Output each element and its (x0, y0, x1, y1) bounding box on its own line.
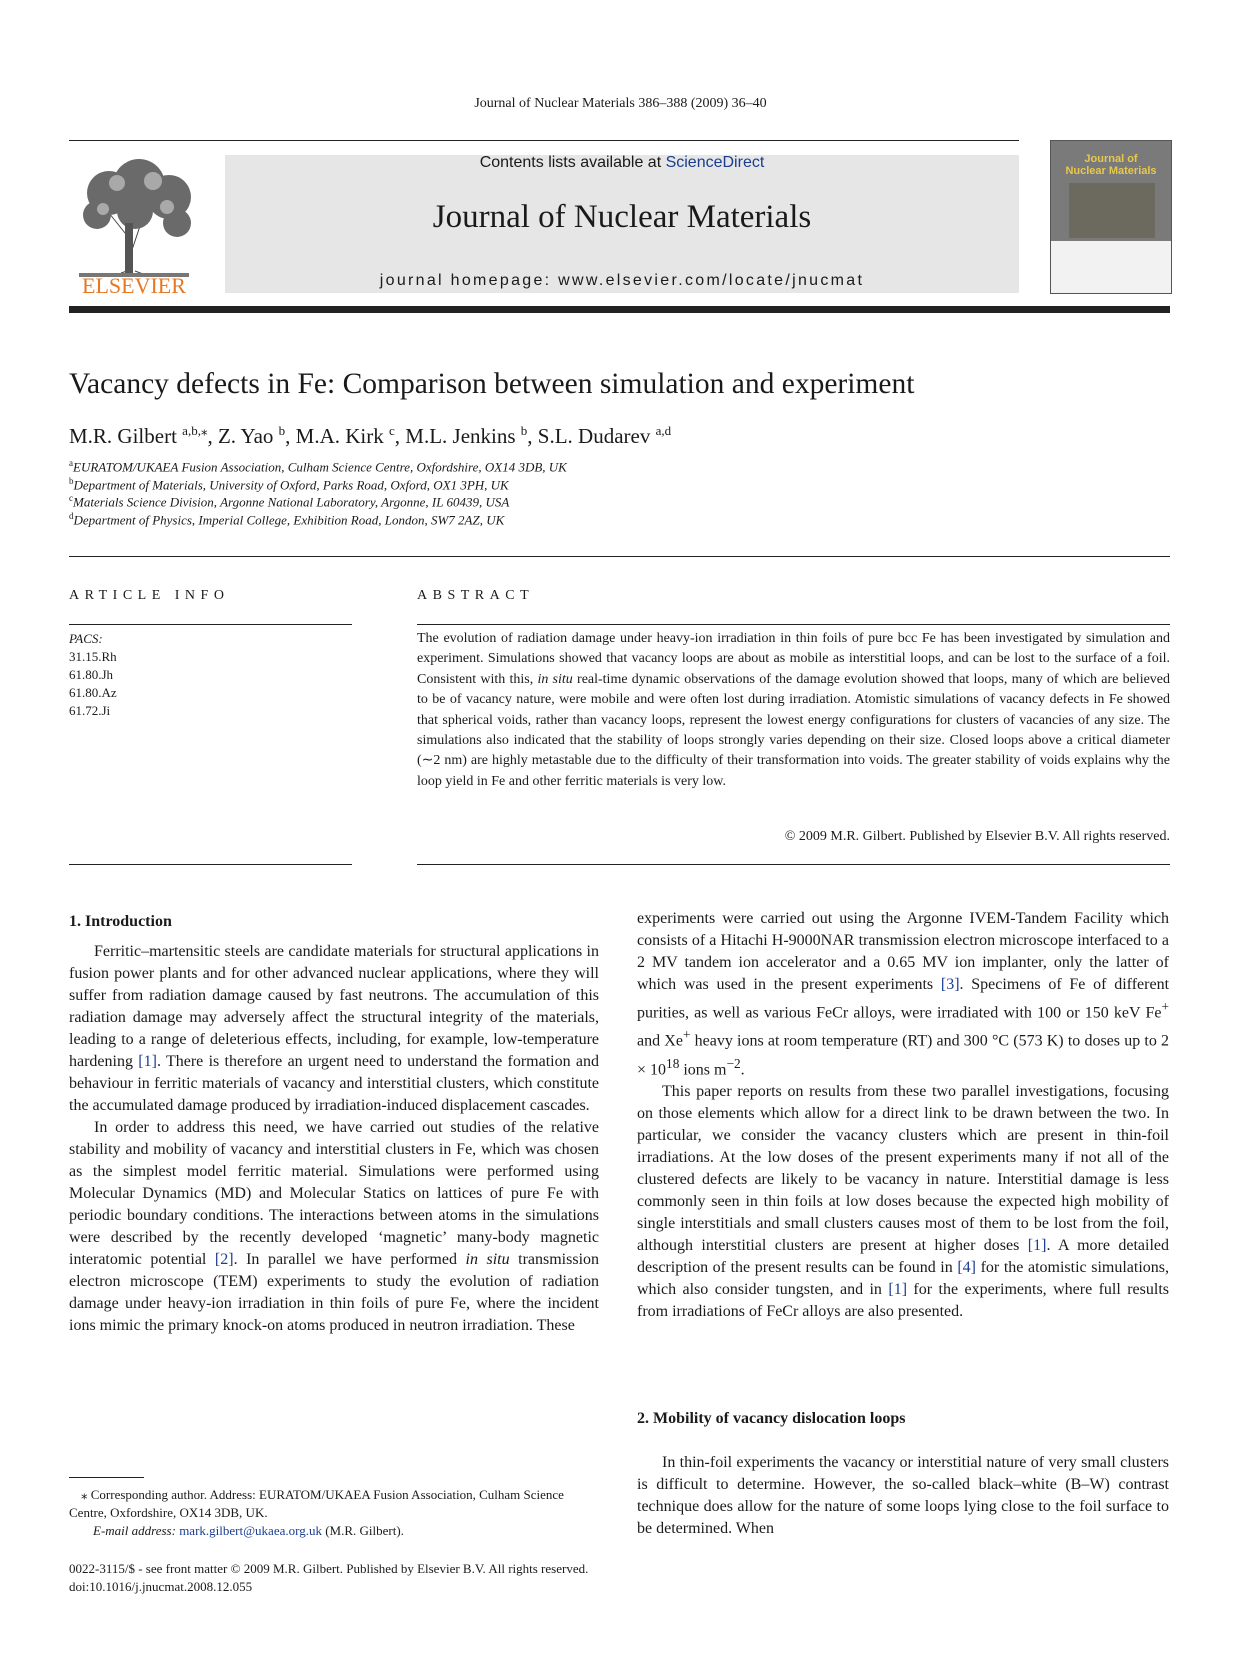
section-heading-introduction: 1. Introduction (69, 913, 172, 930)
abstract-rule (417, 624, 1170, 625)
front-matter-info (69, 1560, 588, 1596)
article-info-rule (69, 624, 352, 625)
cover-image (1069, 183, 1155, 238)
corresponding-author-footnote: ⁎ Corresponding author. Address: EURATOM/UKAEA Fusion Association, Culham Science Centre, Oxfordshire, OX14 3DB, UK. E-mail address: mark.gilbert@ukaea.org.uk (M.R. Gilbert). (69, 1487, 564, 1538)
pacs-list (69, 630, 117, 720)
contents-prefix: Contents lists available at (479, 154, 666, 171)
abstract-text: The evolution of radiation damage under heavy-ion irradiation in thin foils of pure bcc Fe has been investigated by simulation and experiment. Simulations showed that vacancy loops are about as mobile as interstitial loops, and can be lost to the surface of a foil. Consistent with this, in situ real-time dynamic observations of the damage evolution showed that loops, many of which are believed to be of vacancy nature, were mobile and were often lost during irradiation. Atomistic simulations of vacancy defects in Fe showed that spherical voids, rather than vacancy loops, represent the lowest energy configurations for clusters of vacancies of any size. The simulations also indicated that the stability of loops strongly varies depending on their size. Closed loops above a critical diameter (∼2 nm) are highly metastable due to the difficulty of their transformation into voids. The greater stability of voids explains why the loop yield in Fe and other ferritic materials is very low. (417, 631, 1171, 789)
citation-link[interactable]: [3] (940, 976, 960, 993)
section-heading-mobility: 2. Mobility of vacancy dislocation loops (637, 1410, 906, 1427)
journal-name: Journal of Nuclear Materials (432, 199, 812, 235)
article-info-heading: ARTICLE INFO (69, 588, 230, 603)
journal-cover-thumbnail (1050, 140, 1172, 294)
citation-link[interactable]: [4] (957, 1258, 976, 1276)
pacs-code: 61.80.Az (69, 685, 117, 700)
paragraph: This paper reports on results from these two parallel investigations, focusing on those elements which allow for a direct link to be drawn between the two. In particular, we consider the vacancy clusters which are present in thin-foil irradiations. At the low doses of the present experiments many if not all of the clustered defects are likely to be vacancy in nature. Interstitial damage is less commonly seen in thin foils at low doses because the expected high mobility of single interstitials and small clusters causes most of them to be lost from the foil, although interstitial clusters are present at higher doses [1]. A more detailed description of the present results can be found in [4] for the atomistic simulations, which also consider tungsten, and in [1] for the experiments, where full results from irradiations of FeCr alloys are also presented. (637, 1082, 1170, 1320)
sciencedirect-link[interactable]: ScienceDirect (665, 154, 765, 171)
author-name: M.L. Jenkins (405, 424, 516, 448)
svg-text:ELSEVIER: ELSEVIER (82, 273, 186, 296)
citation-link[interactable]: [1] (1027, 1236, 1047, 1254)
author-affiliation-marker[interactable]: c (388, 423, 395, 438)
pacs-code: 31.15.Rh (69, 649, 117, 664)
paragraph: Ferritic–martensitic steels are candidate materials for structural applications in fusion power plants and for other advanced nuclear applications, where they will suffer from radiation damage caused by fast neutrons. The accumulation of this radiation damage may adversely affect the structural integrity of the materials, leading to a range of deleterious effects, including, for example, low-temperature hardening [1]. There is therefore an urgent need to understand the formation and behaviour in ferritic materials of vacancy and interstitial clusters, which constitute the accumulated damage produced by irradiation-induced displacement cascades. (69, 943, 599, 1114)
author-name: S.L. Dudarev (537, 424, 651, 448)
author-name: M.R. Gilbert (69, 424, 177, 448)
contents-line (225, 154, 1019, 172)
cover-title: Journal of Nuclear Materials (1065, 153, 1157, 177)
affiliation: $^a$EURATOM/UKAEA Fusion Association, Culham Science Centre, Oxfordshire, OX14 3DB, UK (69, 458, 567, 475)
citation-link[interactable]: [2] (214, 1251, 234, 1268)
header-top-rule (69, 140, 1019, 141)
body-column-right-continued (637, 1452, 1169, 1540)
author-name: Z. Yao (217, 424, 274, 448)
paragraph: experiments were carried out using the Argonne IVEM-Tandem Facility which consists of a Hitachi H-9000NAR transmission electron microscope interfaced to a 2 MV tandem ion accelerator and a 0.65 MV ion implanter, only the latter of which was used in the present experiments [3]. Specimens of Fe of different purities, as well as various FeCr alloys, were irradiated with 100 or 150 keV Fe+ and Xe+ heavy ions at room temperature (RT) and 300 °C (573 K) to doses up to $2 \times 10^{18}$ ions $m^{-2}$. (637, 910, 1170, 1078)
abstract-bottom-rule (417, 864, 1170, 865)
pacs-label: PACS: (69, 631, 103, 646)
citation-link[interactable]: [1] (888, 1280, 908, 1298)
body-column-left (69, 941, 599, 1337)
footnote-rule (69, 1477, 144, 1478)
author-affiliation-marker[interactable]: a,d (655, 423, 672, 438)
pacs-code: 61.72.Ji (69, 703, 111, 718)
paragraph: In order to address this need, we have carried out studies of the relative stability and mobility of vacancy and interstitial clusters in Fe, which was chosen as the simplest model ferritic material. Simulations were performed using Molecular Dynamics (MD) and Molecular Statics on lattices of pure Fe with periodic boundary conditions. The interactions between atoms in the simulations were described by the recently developed ‘magnetic’ many-body magnetic interatomic potential [2]. In parallel we have performed in situ transmission electron microscope (TEM) experiments to study the evolution of radiation damage under heavy-ion irradiation in thin foils of pure Fe, where the incident ions mimic the primary knock-on atoms produced in neutron irradiation. These (69, 1119, 600, 1334)
issn-line: 0022-3115/$ - see front matter © 2009 M.R. Gilbert. Published by Elsevier B.V. All rights reserved. (69, 1561, 589, 1576)
abstract-copyright: © 2009 M.R. Gilbert. Published by Elsevier B.V. All rights reserved. (784, 829, 1170, 844)
journal-homepage[interactable]: journal homepage: www.elsevier.com/locate/jnucmat (379, 272, 865, 289)
affiliation: $^b$Department of Materials, University of Oxford, Parks Road, Oxford, OX1 3PH, UK (69, 476, 509, 493)
article-info-bottom-rule (69, 864, 352, 865)
title-block-rule (69, 556, 1170, 557)
affiliation: $^d$Department of Physics, Imperial College, Exhibition Road, London, SW7 2AZ, UK (69, 511, 505, 528)
affiliation: $^c$Materials Science Division, Argonne National Laboratory, Argonne, IL 60439, USA (69, 493, 510, 510)
cover-bottom-panel (1051, 241, 1171, 293)
citation-link[interactable]: [1] (138, 1053, 157, 1070)
author-list: M.R. Gilbert $^{a,b,⁎}$, Z. Yao $^b$, M.A. Kirk $^c$, M.L. Jenkins $^b$, S.L. Dudarev $^{a,d}$ (69, 423, 672, 448)
author-affiliation-marker[interactable]: b (520, 423, 528, 438)
author-affiliation-marker[interactable]: b (278, 423, 286, 438)
author-affiliation-marker[interactable]: a,b,⁎ (182, 423, 208, 438)
author-name: M.A. Kirk (295, 424, 384, 448)
header-thick-rule (69, 306, 1170, 313)
journal-reference: Journal of Nuclear Materials 386–388 (2009) 36–40 (474, 96, 767, 111)
elsevier-logo (69, 153, 199, 296)
paragraph: In thin-foil experiments the vacancy or interstitial nature of very small clusters is difficult to determine. However, the so-called black–white (B–W) contrast technique does allow for the nature of some loops lying close to the foil surface to be determined. When (637, 1454, 1169, 1537)
doi-line[interactable]: doi:10.1016/j.jnucmat.2008.12.055 (69, 1579, 253, 1594)
pacs-code: 61.80.Jh (69, 667, 114, 682)
abstract-heading: ABSTRACT (417, 588, 535, 603)
article-title: Vacancy defects in Fe: Comparison between simulation and experiment (69, 368, 915, 400)
body-column-right (637, 908, 1169, 1323)
email-link[interactable]: mark.gilbert@ukaea.org.uk (179, 1523, 322, 1538)
